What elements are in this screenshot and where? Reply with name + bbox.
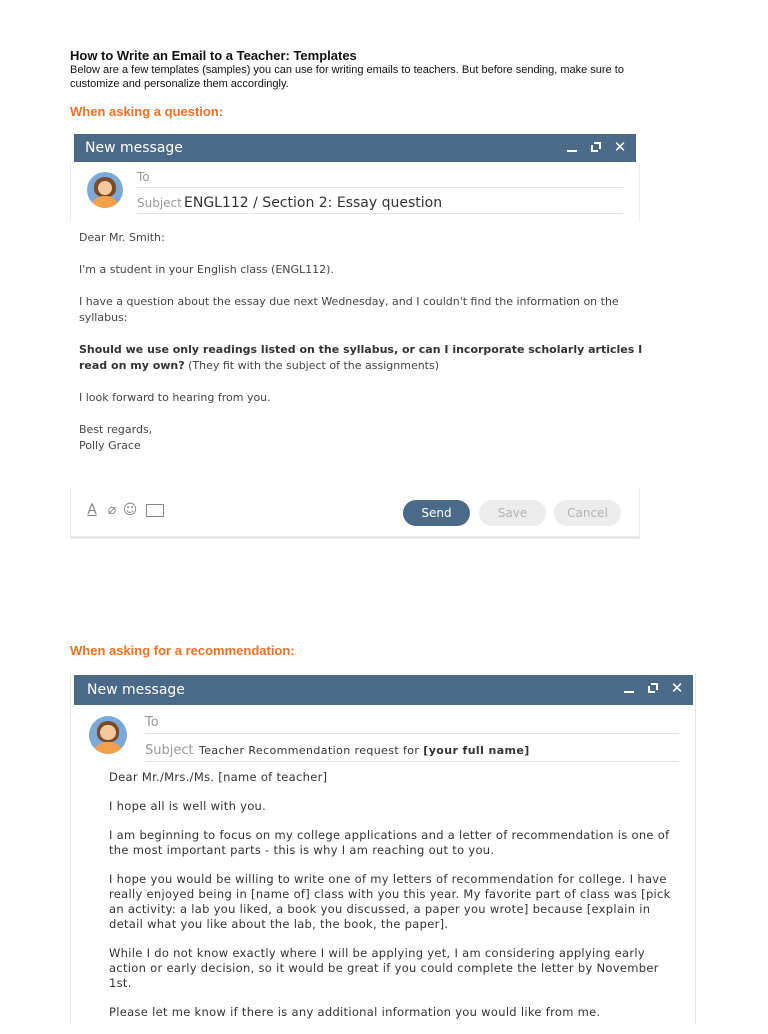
body-paragraph: I hope all is well with you. [109,799,267,813]
document-intro: Below are a few templates (samples) you can use for writing emails to teachers. But before sending, make sure to customize and personalize them accordingly. [70,64,624,90]
attach-icon[interactable]: ⌀ [107,502,117,518]
expand-icon[interactable] [645,680,661,696]
to-field[interactable] [137,166,623,188]
sender-name: Polly Grace [79,439,141,452]
subject-field[interactable] [145,739,679,762]
subject-label: Subject [145,743,194,758]
body-paragraph: I hope you would be willing to write one of my letters of recommendation for college. I have really enjoyed being in [name of] class with you this year. My favorite part of class was [pick an activity: a lab you liked, a book you discussed, a paper you wrote] because [explain in detail what you like about the lab, the book, the paper]. [109,872,671,931]
subject-value: ENGL112 / Section 2: Essay question [184,195,443,211]
question-bold: Should we use only readings listed on the syllabus, or can I incorporate scholarly articles I read on my own? [79,343,643,372]
section-heading-recommendation: When asking for a recommendation: [70,643,295,658]
to-label: To [137,170,150,184]
email-window-question [70,131,643,541]
avatar [89,716,127,754]
window-controls [564,139,628,155]
greeting: Dear Mr./Mrs./Ms. [name of teacher] [109,770,328,784]
emoji-icon[interactable]: ☺ [122,502,138,518]
send-button[interactable]: Send [403,500,470,526]
body-paragraph: Please let me know if there is any additional information you would like from me. [109,1005,601,1019]
subject-text: Teacher Recommendation request for [199,744,424,757]
email-titlebar [74,675,693,705]
minimize-icon[interactable] [564,139,580,155]
email-window-recommendation [70,673,696,1024]
save-button[interactable]: Save [479,500,546,526]
window-controls [621,680,685,696]
body-paragraph: I'm a student in your English class (ENGL112). [79,263,334,276]
window-title: New message [85,140,183,156]
question-paragraph [79,342,649,374]
subject-label: Subject [137,196,182,210]
font-icon[interactable]: A [87,502,97,518]
signature [79,422,649,454]
greeting: Dear Mr. Smith: [79,231,165,244]
document-title: How to Write an Email to a Teacher: Templates [70,48,357,63]
question-note: (They fit with the subject of the assignments) [184,359,440,372]
email-titlebar [74,134,636,162]
expand-icon[interactable] [588,139,604,155]
minimize-icon[interactable] [621,680,637,696]
signoff: Best regards, [79,423,153,436]
image-icon[interactable] [145,502,165,518]
email-body[interactable] [109,770,674,1034]
subject-placeholder: [your full name] [423,744,530,757]
body-paragraph: While I do not know exactly where I will be applying yet, I am considering applying early action or early decision, so it would be great if you could complete the letter by November 1st. [109,946,659,990]
close-icon[interactable]: ✕ [670,679,684,697]
to-label: To [145,715,159,730]
window-title: New message [87,682,185,698]
cancel-button[interactable]: Cancel [554,500,621,526]
email-header [71,705,695,765]
subject-field[interactable] [137,192,623,214]
to-field[interactable] [145,711,679,734]
body-paragraph: I look forward to hearing from you. [79,391,271,404]
avatar [87,172,123,208]
body-paragraph: I have a question about the essay due next Wednesday, and I couldn't find the information on the syllabus: [79,295,619,324]
close-icon[interactable]: ✕ [613,138,627,156]
email-body[interactable] [79,230,649,470]
body-paragraph: I am beginning to focus on my college applications and a letter of recommendation is one of the most important parts - this is why I am reaching out to you. [109,828,670,857]
subject-value [199,744,530,757]
email-header [70,162,640,222]
email-toolbar [70,488,640,539]
section-heading-question: When asking a question: [70,104,224,119]
